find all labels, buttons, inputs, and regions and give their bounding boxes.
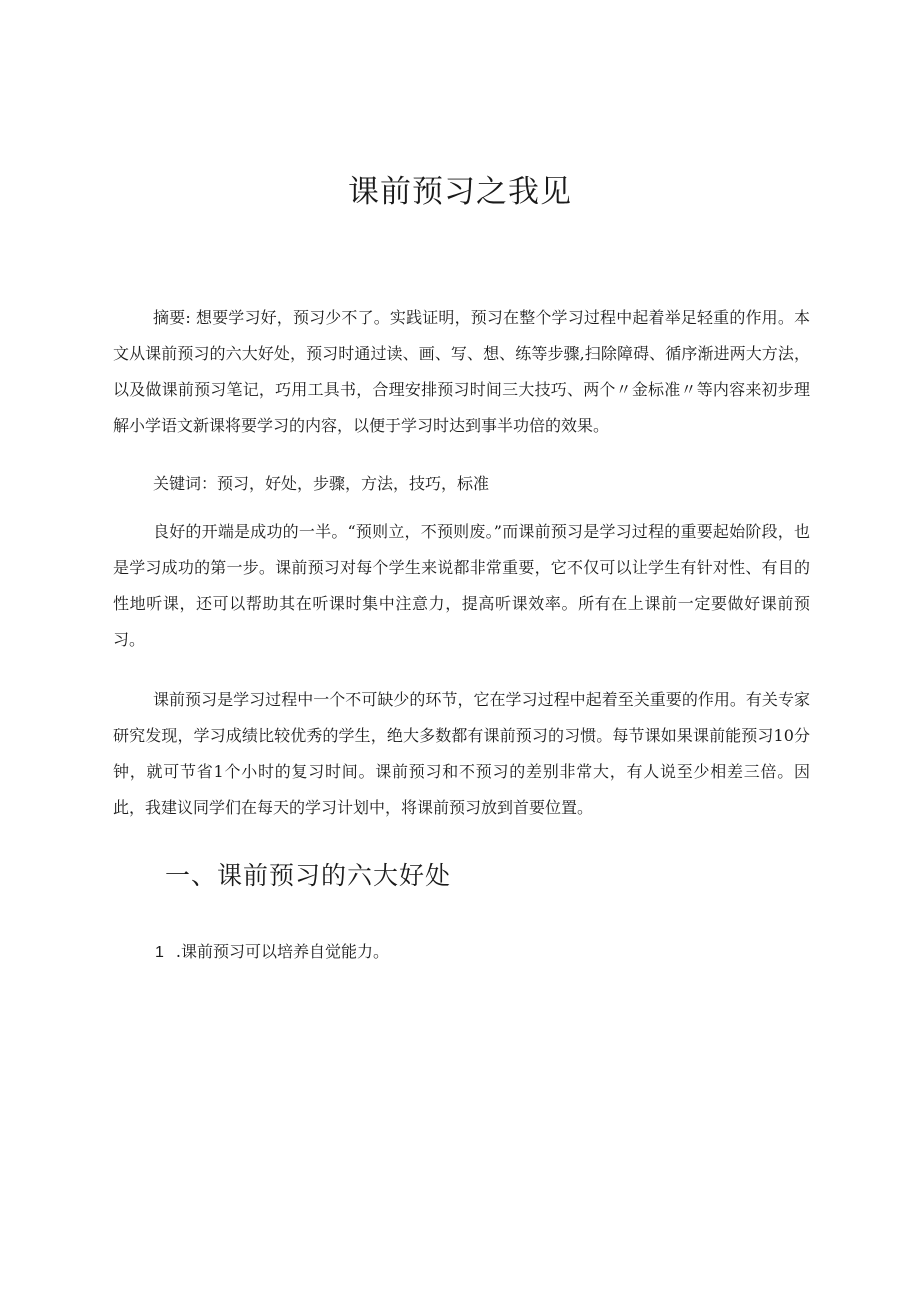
intro-paragraph: 良好的开端是成功的一半。“预则立，不预则废。”而课前预习是学习过程的重要起始阶段，也是学习成功的第一步。课前预习对每个学生来说都非常重要，它不仅可以让学生有针对性、有目的性地听课，还可以帮助其在听课时集中注意力，提高听课效率。所有在上课前一定要做好课前预习。 — [113, 522, 810, 649]
abstract-paragraph: 摘要: 想要学习好，预习少不了。实践证明，预习在整个学习过程中起着举足轻重的作用。本文从课前预习的六大好处，预习时通过读、画、写、想、练等步骤,扫除障碍、循序渐进两大方法，以及做课前预习笔记，巧用工具书，合理安排预习时间三大技巧、两个〃金标准〃等内容来初步理解小学语文新课将要学习的内容，以便于学习时达到事半功倍的效果。 — [113, 308, 810, 435]
section-heading: 一、课前预习的六大好处 — [165, 861, 452, 890]
document-title: 课前预习之我见 — [348, 174, 572, 210]
importance-paragraph: 课前预习是学习过程中一个不可缺少的环节，它在学习过程中起着至关重要的作用。有关专家研究发现，学习成绩比较优秀的学生，绝大多数都有课前预习的习惯。每节课如果课前能预习10分钟，就可节省1个小时的复习时间。课前预习和不预习的差别非常大，有人说至少相差三倍。因此，我建议同学们在每天的学习计划中，将课前预习放到首要位置。 — [113, 690, 810, 817]
list-item-text: .课前预习可以培养自觉能力。 — [175, 942, 389, 961]
keywords-line: 关键词：预习，好处，步骤，方法，技巧，标准 — [153, 474, 490, 493]
list-item — [155, 934, 389, 971]
list-item-number: 1 — [155, 944, 164, 961]
